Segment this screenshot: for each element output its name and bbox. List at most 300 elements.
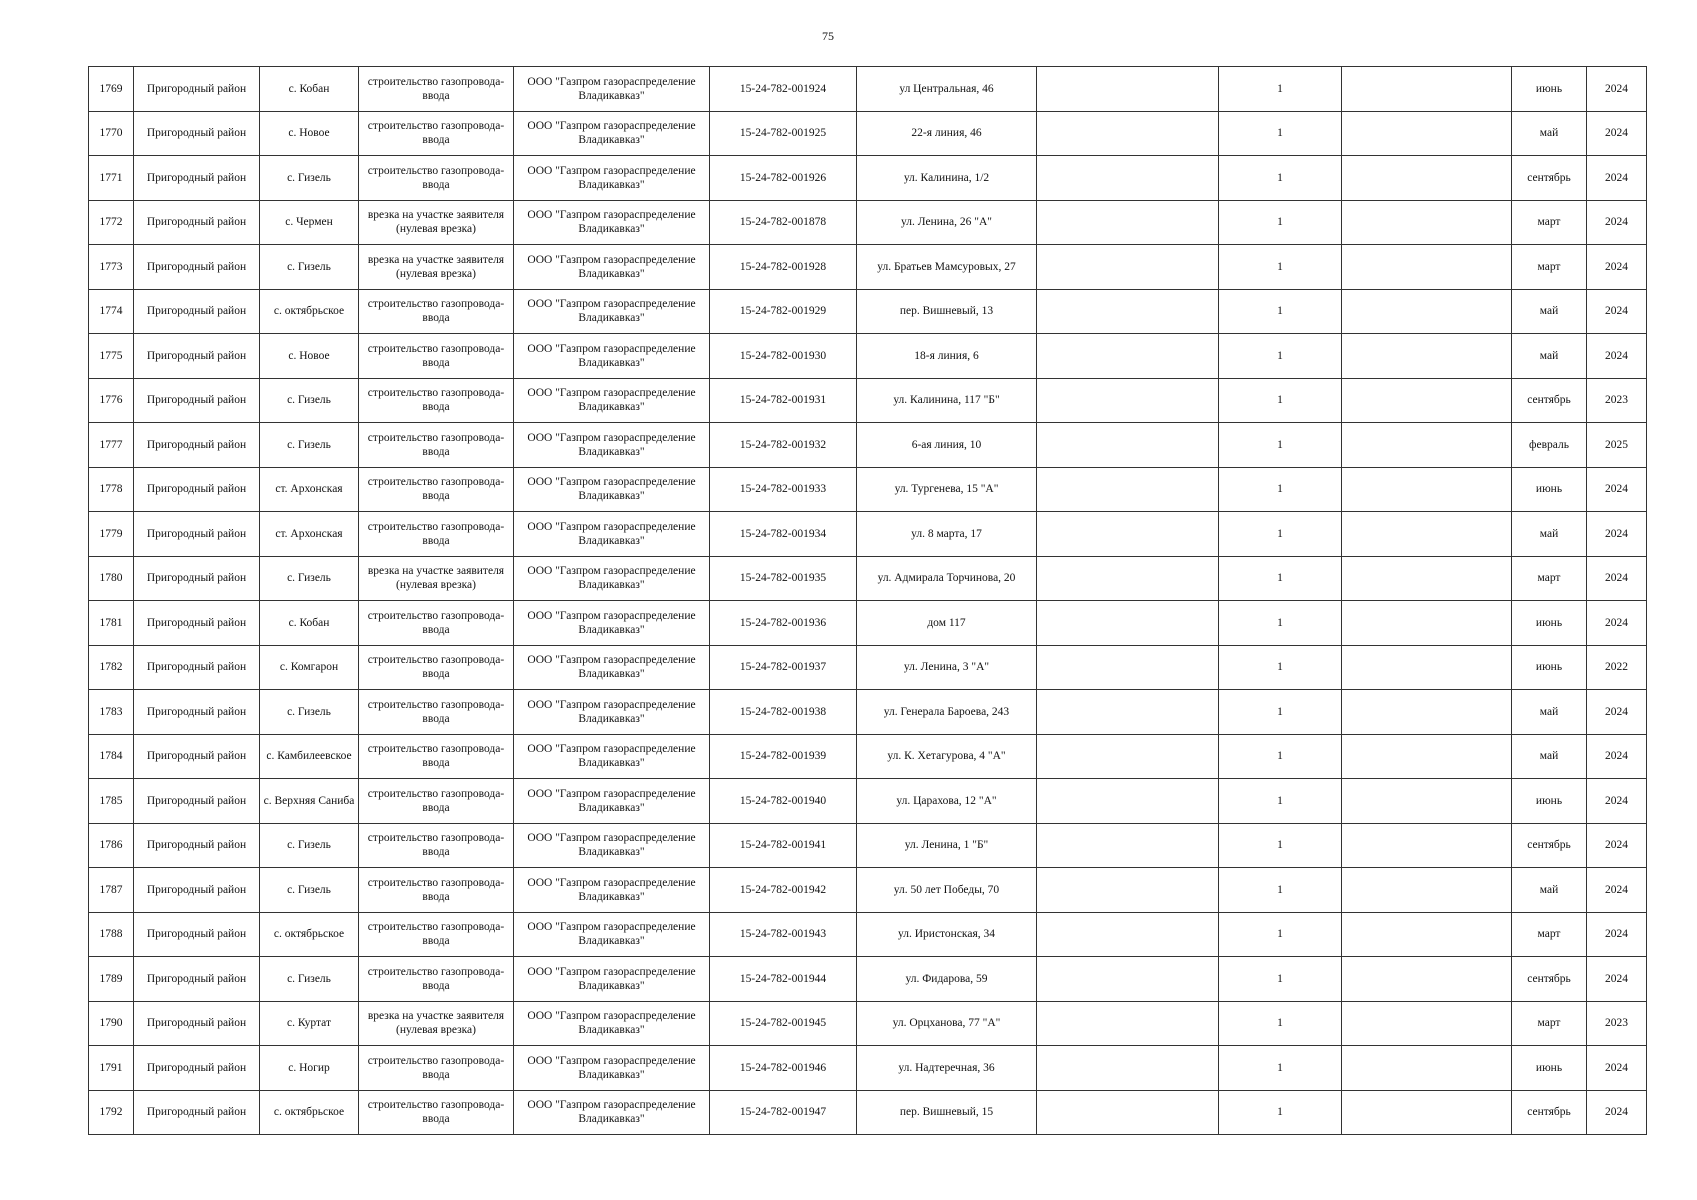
work-type-cell: строительство газопровода-ввода bbox=[359, 779, 514, 824]
district-cell: Пригородный район bbox=[134, 334, 260, 379]
empty-cell bbox=[1342, 645, 1512, 690]
settlement-cell: с. Гизель bbox=[260, 690, 359, 735]
organization-cell: ООО "Газпром газораспределение Владикавказ" bbox=[514, 334, 710, 379]
empty-cell bbox=[1037, 779, 1219, 824]
table-row bbox=[89, 868, 1647, 913]
district-cell: Пригородный район bbox=[134, 512, 260, 557]
year-cell: 2023 bbox=[1587, 378, 1647, 423]
empty-cell bbox=[1037, 601, 1219, 646]
month-cell: сентябрь bbox=[1512, 957, 1587, 1002]
district-cell: Пригородный район bbox=[134, 779, 260, 824]
district-cell: Пригородный район bbox=[134, 156, 260, 201]
address-cell: пер. Вишневый, 15 bbox=[857, 1090, 1037, 1135]
address-cell: ул. Иристонская, 34 bbox=[857, 912, 1037, 957]
application-code-cell: 15-24-782-001938 bbox=[710, 690, 857, 735]
empty-cell bbox=[1342, 868, 1512, 913]
empty-cell bbox=[1342, 779, 1512, 824]
work-type-cell: врезка на участке заявителя (нулевая врезка) bbox=[359, 200, 514, 245]
application-code-cell: 15-24-782-001928 bbox=[710, 245, 857, 290]
month-cell: май bbox=[1512, 868, 1587, 913]
work-type-cell: строительство газопровода-ввода bbox=[359, 690, 514, 735]
address-cell: 18-я линия, 6 bbox=[857, 334, 1037, 379]
empty-cell bbox=[1342, 378, 1512, 423]
empty-cell bbox=[1037, 1001, 1219, 1046]
year-cell: 2024 bbox=[1587, 334, 1647, 379]
settlement-cell: с. Гизель bbox=[260, 378, 359, 423]
address-cell: ул. 50 лет Победы, 70 bbox=[857, 868, 1037, 913]
work-type-cell: строительство газопровода-ввода bbox=[359, 423, 514, 468]
empty-cell bbox=[1037, 378, 1219, 423]
address-cell: дом 117 bbox=[857, 601, 1037, 646]
district-cell: Пригородный район bbox=[134, 200, 260, 245]
empty-cell bbox=[1037, 67, 1219, 112]
row-number-cell: 1773 bbox=[89, 245, 134, 290]
settlement-cell: ст. Архонская bbox=[260, 512, 359, 557]
year-cell: 2024 bbox=[1587, 111, 1647, 156]
district-cell: Пригородный район bbox=[134, 467, 260, 512]
table-row bbox=[89, 690, 1647, 735]
row-number-cell: 1792 bbox=[89, 1090, 134, 1135]
organization-cell: ООО "Газпром газораспределение Владикавказ" bbox=[514, 779, 710, 824]
year-cell: 2024 bbox=[1587, 601, 1647, 646]
settlement-cell: с. Кобан bbox=[260, 601, 359, 646]
year-cell: 2024 bbox=[1587, 957, 1647, 1002]
application-code-cell: 15-24-782-001934 bbox=[710, 512, 857, 557]
empty-cell bbox=[1342, 467, 1512, 512]
row-number-cell: 1769 bbox=[89, 67, 134, 112]
empty-cell bbox=[1037, 556, 1219, 601]
settlement-cell: с. Ногир bbox=[260, 1046, 359, 1091]
table-row bbox=[89, 67, 1647, 112]
organization-cell: ООО "Газпром газораспределение Владикавказ" bbox=[514, 111, 710, 156]
table-row bbox=[89, 467, 1647, 512]
table-row bbox=[89, 779, 1647, 824]
application-code-cell: 15-24-782-001937 bbox=[710, 645, 857, 690]
address-cell: ул. Царахова, 12 "А" bbox=[857, 779, 1037, 824]
application-code-cell: 15-24-782-001936 bbox=[710, 601, 857, 646]
settlement-cell: с. Гизель bbox=[260, 868, 359, 913]
organization-cell: ООО "Газпром газораспределение Владикавказ" bbox=[514, 378, 710, 423]
month-cell: май bbox=[1512, 690, 1587, 735]
district-cell: Пригородный район bbox=[134, 1046, 260, 1091]
application-code-cell: 15-24-782-001939 bbox=[710, 734, 857, 779]
month-cell: июнь bbox=[1512, 601, 1587, 646]
table-row bbox=[89, 200, 1647, 245]
empty-cell bbox=[1037, 645, 1219, 690]
year-cell: 2024 bbox=[1587, 823, 1647, 868]
work-type-cell: строительство газопровода-ввода bbox=[359, 645, 514, 690]
row-number-cell: 1786 bbox=[89, 823, 134, 868]
month-cell: май bbox=[1512, 734, 1587, 779]
address-cell: ул. 8 марта, 17 bbox=[857, 512, 1037, 557]
empty-cell bbox=[1037, 245, 1219, 290]
empty-cell bbox=[1342, 156, 1512, 201]
table-row bbox=[89, 1046, 1647, 1091]
row-number-cell: 1777 bbox=[89, 423, 134, 468]
empty-cell bbox=[1342, 67, 1512, 112]
application-code-cell: 15-24-782-001929 bbox=[710, 289, 857, 334]
empty-cell bbox=[1342, 957, 1512, 1002]
quantity-cell: 1 bbox=[1219, 645, 1342, 690]
district-cell: Пригородный район bbox=[134, 556, 260, 601]
organization-cell: ООО "Газпром газораспределение Владикавказ" bbox=[514, 467, 710, 512]
application-code-cell: 15-24-782-001944 bbox=[710, 957, 857, 1002]
quantity-cell: 1 bbox=[1219, 1046, 1342, 1091]
application-code-cell: 15-24-782-001940 bbox=[710, 779, 857, 824]
settlement-cell: с. Куртат bbox=[260, 1001, 359, 1046]
organization-cell: ООО "Газпром газораспределение Владикавказ" bbox=[514, 200, 710, 245]
quantity-cell: 1 bbox=[1219, 601, 1342, 646]
work-type-cell: строительство газопровода-ввода bbox=[359, 1046, 514, 1091]
empty-cell bbox=[1037, 200, 1219, 245]
application-code-cell: 15-24-782-001946 bbox=[710, 1046, 857, 1091]
empty-cell bbox=[1342, 912, 1512, 957]
settlement-cell: ст. Архонская bbox=[260, 467, 359, 512]
table-row bbox=[89, 601, 1647, 646]
month-cell: март bbox=[1512, 912, 1587, 957]
month-cell: май bbox=[1512, 512, 1587, 557]
organization-cell: ООО "Газпром газораспределение Владикавказ" bbox=[514, 556, 710, 601]
organization-cell: ООО "Газпром газораспределение Владикавказ" bbox=[514, 601, 710, 646]
district-cell: Пригородный район bbox=[134, 645, 260, 690]
organization-cell: ООО "Газпром газораспределение Владикавказ" bbox=[514, 957, 710, 1002]
table-row bbox=[89, 1090, 1647, 1135]
quantity-cell: 1 bbox=[1219, 111, 1342, 156]
organization-cell: ООО "Газпром газораспределение Владикавказ" bbox=[514, 512, 710, 557]
empty-cell bbox=[1342, 1090, 1512, 1135]
settlement-cell: с. октябрьское bbox=[260, 912, 359, 957]
table-row bbox=[89, 111, 1647, 156]
year-cell: 2025 bbox=[1587, 423, 1647, 468]
row-number-cell: 1772 bbox=[89, 200, 134, 245]
quantity-cell: 1 bbox=[1219, 556, 1342, 601]
application-code-cell: 15-24-782-001943 bbox=[710, 912, 857, 957]
quantity-cell: 1 bbox=[1219, 690, 1342, 735]
year-cell: 2024 bbox=[1587, 912, 1647, 957]
empty-cell bbox=[1342, 734, 1512, 779]
address-cell: ул. Братьев Мамсуровых, 27 bbox=[857, 245, 1037, 290]
table-row bbox=[89, 1001, 1647, 1046]
address-cell: ул. Ленина, 26 "А" bbox=[857, 200, 1037, 245]
organization-cell: ООО "Газпром газораспределение Владикавказ" bbox=[514, 645, 710, 690]
table-row bbox=[89, 378, 1647, 423]
quantity-cell: 1 bbox=[1219, 912, 1342, 957]
month-cell: февраль bbox=[1512, 423, 1587, 468]
organization-cell: ООО "Газпром газораспределение Владикавказ" bbox=[514, 289, 710, 334]
work-type-cell: врезка на участке заявителя (нулевая врезка) bbox=[359, 556, 514, 601]
empty-cell bbox=[1037, 912, 1219, 957]
work-type-cell: строительство газопровода-ввода bbox=[359, 156, 514, 201]
table-row bbox=[89, 556, 1647, 601]
work-type-cell: строительство газопровода-ввода bbox=[359, 378, 514, 423]
row-number-cell: 1774 bbox=[89, 289, 134, 334]
table-row bbox=[89, 334, 1647, 379]
settlement-cell: с. Гизель bbox=[260, 556, 359, 601]
address-cell: ул. Адмирала Торчинова, 20 bbox=[857, 556, 1037, 601]
organization-cell: ООО "Газпром газораспределение Владикавказ" bbox=[514, 823, 710, 868]
row-number-cell: 1781 bbox=[89, 601, 134, 646]
empty-cell bbox=[1037, 334, 1219, 379]
work-type-cell: строительство газопровода-ввода bbox=[359, 334, 514, 379]
month-cell: май bbox=[1512, 111, 1587, 156]
work-type-cell: врезка на участке заявителя (нулевая врезка) bbox=[359, 245, 514, 290]
address-cell: ул. Тургенева, 15 "А" bbox=[857, 467, 1037, 512]
quantity-cell: 1 bbox=[1219, 734, 1342, 779]
year-cell: 2024 bbox=[1587, 200, 1647, 245]
organization-cell: ООО "Газпром газораспределение Владикавказ" bbox=[514, 1046, 710, 1091]
empty-cell bbox=[1342, 334, 1512, 379]
organization-cell: ООО "Газпром газораспределение Владикавказ" bbox=[514, 1090, 710, 1135]
district-cell: Пригородный район bbox=[134, 67, 260, 112]
address-cell: ул. Калинина, 117 "Б" bbox=[857, 378, 1037, 423]
quantity-cell: 1 bbox=[1219, 200, 1342, 245]
district-cell: Пригородный район bbox=[134, 423, 260, 468]
empty-cell bbox=[1342, 556, 1512, 601]
address-cell: ул. Фидарова, 59 bbox=[857, 957, 1037, 1002]
month-cell: март bbox=[1512, 556, 1587, 601]
work-type-cell: врезка на участке заявителя (нулевая врезка) bbox=[359, 1001, 514, 1046]
work-type-cell: строительство газопровода-ввода bbox=[359, 601, 514, 646]
application-code-cell: 15-24-782-001926 bbox=[710, 156, 857, 201]
year-cell: 2024 bbox=[1587, 556, 1647, 601]
empty-cell bbox=[1037, 1090, 1219, 1135]
year-cell: 2024 bbox=[1587, 868, 1647, 913]
page-number: 75 bbox=[822, 29, 834, 43]
work-type-cell: строительство газопровода-ввода bbox=[359, 1090, 514, 1135]
settlement-cell: с. Кобан bbox=[260, 67, 359, 112]
quantity-cell: 1 bbox=[1219, 289, 1342, 334]
empty-cell bbox=[1037, 1046, 1219, 1091]
year-cell: 2024 bbox=[1587, 67, 1647, 112]
district-cell: Пригородный район bbox=[134, 823, 260, 868]
year-cell: 2024 bbox=[1587, 289, 1647, 334]
work-type-cell: строительство газопровода-ввода bbox=[359, 467, 514, 512]
year-cell: 2024 bbox=[1587, 779, 1647, 824]
quantity-cell: 1 bbox=[1219, 1001, 1342, 1046]
year-cell: 2022 bbox=[1587, 645, 1647, 690]
settlement-cell: с. Верхняя Саниба bbox=[260, 779, 359, 824]
empty-cell bbox=[1037, 289, 1219, 334]
district-cell: Пригородный район bbox=[134, 378, 260, 423]
row-number-cell: 1785 bbox=[89, 779, 134, 824]
row-number-cell: 1775 bbox=[89, 334, 134, 379]
year-cell: 2023 bbox=[1587, 1001, 1647, 1046]
settlement-cell: с. Комгарон bbox=[260, 645, 359, 690]
empty-cell bbox=[1342, 1046, 1512, 1091]
table-row bbox=[89, 957, 1647, 1002]
empty-cell bbox=[1342, 601, 1512, 646]
empty-cell bbox=[1037, 823, 1219, 868]
year-cell: 2024 bbox=[1587, 1046, 1647, 1091]
work-type-cell: строительство газопровода-ввода bbox=[359, 512, 514, 557]
work-type-cell: строительство газопровода-ввода bbox=[359, 734, 514, 779]
address-cell: ул. Калинина, 1/2 bbox=[857, 156, 1037, 201]
address-cell: ул. К. Хетагурова, 4 "А" bbox=[857, 734, 1037, 779]
empty-cell bbox=[1342, 512, 1512, 557]
empty-cell bbox=[1037, 512, 1219, 557]
quantity-cell: 1 bbox=[1219, 512, 1342, 557]
month-cell: июнь bbox=[1512, 645, 1587, 690]
quantity-cell: 1 bbox=[1219, 67, 1342, 112]
address-cell: ул. Орцханова, 77 "А" bbox=[857, 1001, 1037, 1046]
month-cell: сентябрь bbox=[1512, 156, 1587, 201]
empty-cell bbox=[1342, 111, 1512, 156]
month-cell: март bbox=[1512, 245, 1587, 290]
district-cell: Пригородный район bbox=[134, 957, 260, 1002]
application-code-cell: 15-24-782-001935 bbox=[710, 556, 857, 601]
district-cell: Пригородный район bbox=[134, 1090, 260, 1135]
month-cell: июнь bbox=[1512, 467, 1587, 512]
district-cell: Пригородный район bbox=[134, 289, 260, 334]
empty-cell bbox=[1342, 423, 1512, 468]
row-number-cell: 1784 bbox=[89, 734, 134, 779]
quantity-cell: 1 bbox=[1219, 378, 1342, 423]
work-type-cell: строительство газопровода-ввода bbox=[359, 111, 514, 156]
month-cell: март bbox=[1512, 1001, 1587, 1046]
application-code-cell: 15-24-782-001924 bbox=[710, 67, 857, 112]
year-cell: 2024 bbox=[1587, 1090, 1647, 1135]
application-code-cell: 15-24-782-001925 bbox=[710, 111, 857, 156]
application-code-cell: 15-24-782-001878 bbox=[710, 200, 857, 245]
work-type-cell: строительство газопровода-ввода bbox=[359, 912, 514, 957]
empty-cell bbox=[1342, 823, 1512, 868]
application-code-cell: 15-24-782-001930 bbox=[710, 334, 857, 379]
settlement-cell: с. Гизель bbox=[260, 156, 359, 201]
district-cell: Пригородный район bbox=[134, 734, 260, 779]
application-code-cell: 15-24-782-001933 bbox=[710, 467, 857, 512]
quantity-cell: 1 bbox=[1219, 245, 1342, 290]
settlement-cell: с. Новое bbox=[260, 111, 359, 156]
empty-cell bbox=[1037, 467, 1219, 512]
row-number-cell: 1770 bbox=[89, 111, 134, 156]
row-number-cell: 1778 bbox=[89, 467, 134, 512]
year-cell: 2024 bbox=[1587, 734, 1647, 779]
application-code-cell: 15-24-782-001942 bbox=[710, 868, 857, 913]
quantity-cell: 1 bbox=[1219, 467, 1342, 512]
work-type-cell: строительство газопровода-ввода bbox=[359, 868, 514, 913]
address-cell: ул. Ленина, 1 "Б" bbox=[857, 823, 1037, 868]
organization-cell: ООО "Газпром газораспределение Владикавказ" bbox=[514, 245, 710, 290]
settlement-cell: с. Гизель bbox=[260, 423, 359, 468]
organization-cell: ООО "Газпром газораспределение Владикавказ" bbox=[514, 67, 710, 112]
settlement-cell: с. Камбилеевское bbox=[260, 734, 359, 779]
work-type-cell: строительство газопровода-ввода bbox=[359, 823, 514, 868]
address-cell: ул. Ленина, 3 "А" bbox=[857, 645, 1037, 690]
table-row bbox=[89, 156, 1647, 201]
quantity-cell: 1 bbox=[1219, 334, 1342, 379]
organization-cell: ООО "Газпром газораспределение Владикавказ" bbox=[514, 423, 710, 468]
settlement-cell: с. Гизель bbox=[260, 823, 359, 868]
row-number-cell: 1779 bbox=[89, 512, 134, 557]
settlement-cell: с. Гизель bbox=[260, 957, 359, 1002]
organization-cell: ООО "Газпром газораспределение Владикавказ" bbox=[514, 156, 710, 201]
row-number-cell: 1771 bbox=[89, 156, 134, 201]
empty-cell bbox=[1342, 245, 1512, 290]
district-cell: Пригородный район bbox=[134, 111, 260, 156]
district-cell: Пригородный район bbox=[134, 245, 260, 290]
quantity-cell: 1 bbox=[1219, 868, 1342, 913]
year-cell: 2024 bbox=[1587, 156, 1647, 201]
row-number-cell: 1788 bbox=[89, 912, 134, 957]
year-cell: 2024 bbox=[1587, 467, 1647, 512]
address-cell: 6-ая линия, 10 bbox=[857, 423, 1037, 468]
month-cell: июнь bbox=[1512, 1046, 1587, 1091]
settlement-cell: с. октябрьское bbox=[260, 1090, 359, 1135]
organization-cell: ООО "Газпром газораспределение Владикавказ" bbox=[514, 912, 710, 957]
settlement-cell: с. октябрьское bbox=[260, 289, 359, 334]
empty-cell bbox=[1037, 957, 1219, 1002]
row-number-cell: 1790 bbox=[89, 1001, 134, 1046]
application-code-cell: 15-24-782-001947 bbox=[710, 1090, 857, 1135]
quantity-cell: 1 bbox=[1219, 423, 1342, 468]
month-cell: сентябрь bbox=[1512, 378, 1587, 423]
table-row bbox=[89, 823, 1647, 868]
gas-connection-table bbox=[88, 66, 1647, 1135]
empty-cell bbox=[1342, 1001, 1512, 1046]
table-row bbox=[89, 423, 1647, 468]
district-cell: Пригородный район bbox=[134, 912, 260, 957]
quantity-cell: 1 bbox=[1219, 779, 1342, 824]
organization-cell: ООО "Газпром газораспределение Владикавказ" bbox=[514, 1001, 710, 1046]
empty-cell bbox=[1037, 868, 1219, 913]
year-cell: 2024 bbox=[1587, 512, 1647, 557]
organization-cell: ООО "Газпром газораспределение Владикавказ" bbox=[514, 690, 710, 735]
empty-cell bbox=[1037, 734, 1219, 779]
address-cell: ул. Надтеречная, 36 bbox=[857, 1046, 1037, 1091]
row-number-cell: 1787 bbox=[89, 868, 134, 913]
table-row bbox=[89, 289, 1647, 334]
table-body bbox=[89, 67, 1647, 1135]
empty-cell bbox=[1342, 690, 1512, 735]
quantity-cell: 1 bbox=[1219, 823, 1342, 868]
organization-cell: ООО "Газпром газораспределение Владикавказ" bbox=[514, 868, 710, 913]
month-cell: май bbox=[1512, 334, 1587, 379]
month-cell: июнь bbox=[1512, 67, 1587, 112]
month-cell: сентябрь bbox=[1512, 1090, 1587, 1135]
application-code-cell: 15-24-782-001941 bbox=[710, 823, 857, 868]
settlement-cell: с. Чермен bbox=[260, 200, 359, 245]
month-cell: май bbox=[1512, 289, 1587, 334]
empty-cell bbox=[1037, 156, 1219, 201]
table-row bbox=[89, 734, 1647, 779]
work-type-cell: строительство газопровода-ввода bbox=[359, 289, 514, 334]
row-number-cell: 1783 bbox=[89, 690, 134, 735]
row-number-cell: 1780 bbox=[89, 556, 134, 601]
district-cell: Пригородный район bbox=[134, 868, 260, 913]
work-type-cell: строительство газопровода-ввода bbox=[359, 957, 514, 1002]
empty-cell bbox=[1037, 690, 1219, 735]
year-cell: 2024 bbox=[1587, 245, 1647, 290]
address-cell: пер. Вишневый, 13 bbox=[857, 289, 1037, 334]
month-cell: июнь bbox=[1512, 779, 1587, 824]
table-row bbox=[89, 245, 1647, 290]
settlement-cell: с. Гизель bbox=[260, 245, 359, 290]
district-cell: Пригородный район bbox=[134, 1001, 260, 1046]
month-cell: март bbox=[1512, 200, 1587, 245]
empty-cell bbox=[1037, 111, 1219, 156]
row-number-cell: 1782 bbox=[89, 645, 134, 690]
quantity-cell: 1 bbox=[1219, 1090, 1342, 1135]
table-row bbox=[89, 912, 1647, 957]
address-cell: 22-я линия, 46 bbox=[857, 111, 1037, 156]
settlement-cell: с. Новое bbox=[260, 334, 359, 379]
empty-cell bbox=[1037, 423, 1219, 468]
table-row bbox=[89, 645, 1647, 690]
row-number-cell: 1776 bbox=[89, 378, 134, 423]
organization-cell: ООО "Газпром газораспределение Владикавказ" bbox=[514, 734, 710, 779]
application-code-cell: 15-24-782-001945 bbox=[710, 1001, 857, 1046]
table-row bbox=[89, 512, 1647, 557]
